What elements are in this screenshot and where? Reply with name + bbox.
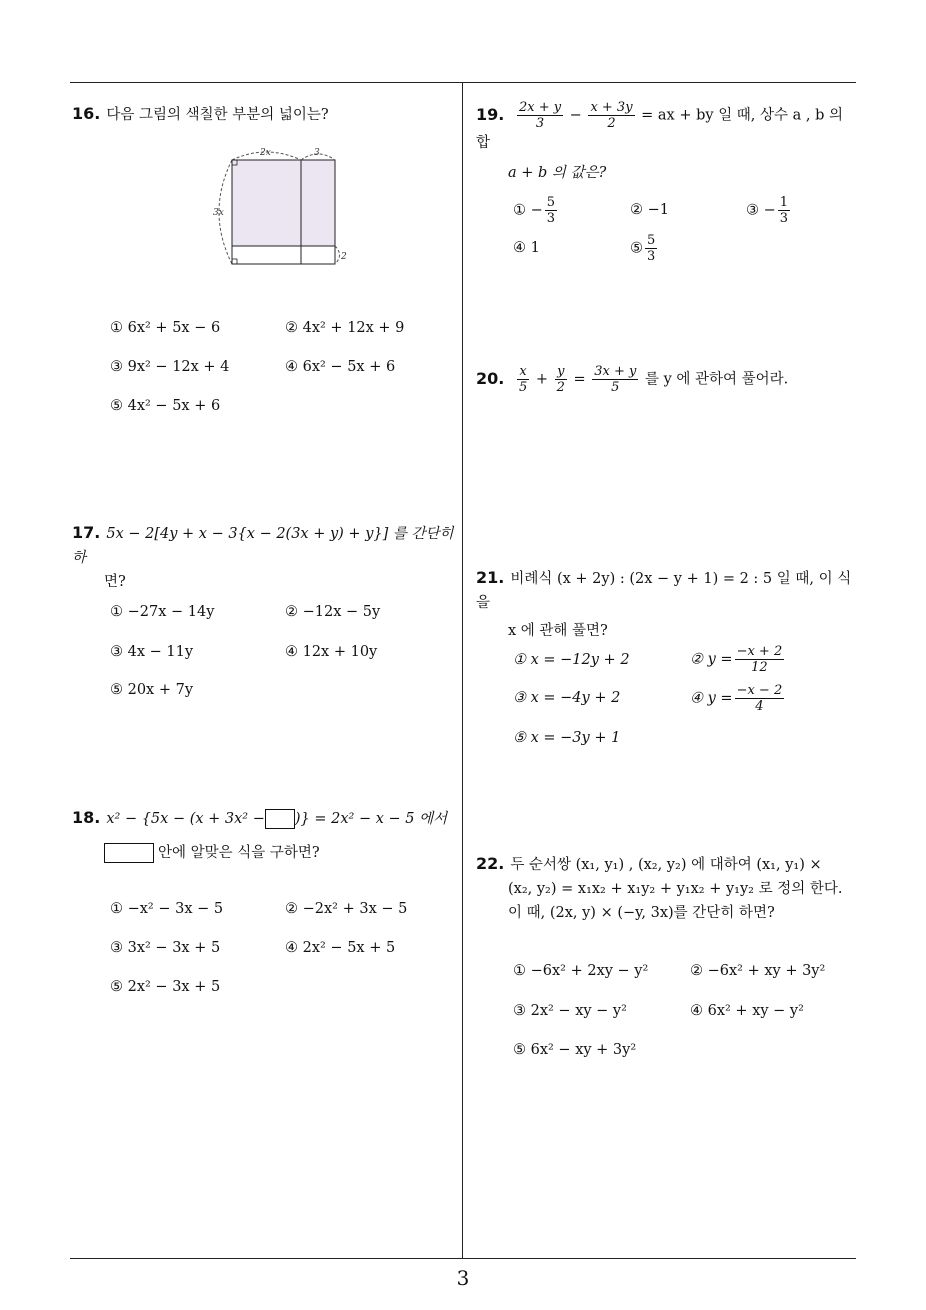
question-text: = ax + by 일 때, 상수 a , b 의 합 <box>476 107 844 151</box>
shaded-region <box>232 160 335 246</box>
option-2[interactable]: ② −2x² + 3x − 5 <box>285 901 408 917</box>
option-2[interactable]: ② −6x² + xy + 3y² <box>690 963 826 979</box>
fraction: $\frac{x + 3y}{2}$ <box>590 100 633 131</box>
option-4[interactable]: ④ 6x² − 5x + 6 <box>285 359 396 375</box>
option-4[interactable]: ④ y = $\frac{-x - 2}{4}$ <box>690 683 783 714</box>
expr-right: )} = 2x² − x − 5 에서 <box>294 811 448 827</box>
question-17 <box>72 521 457 594</box>
question-16 <box>72 102 329 127</box>
question-number: 22. <box>476 854 505 873</box>
minus-sign: − <box>569 107 582 124</box>
option-1[interactable]: ① x = −12y + 2 <box>513 652 630 668</box>
option-1[interactable]: ① −27x − 14y <box>110 604 215 620</box>
column-divider <box>462 82 463 1259</box>
question-number: 21. <box>476 568 505 587</box>
option-1[interactable]: ① −6x² + 2xy − y² <box>513 963 649 979</box>
top-rule <box>70 82 856 83</box>
option-3[interactable]: ③ 3x² − 3x + 5 <box>110 940 221 956</box>
label-2x: 2x <box>260 148 271 158</box>
question-number: 20. <box>476 368 505 388</box>
question-number: 17. <box>72 523 101 542</box>
option-5[interactable]: ⑤ 4x² − 5x + 6 <box>110 398 221 414</box>
option-5[interactable]: ⑤ x = −3y + 1 <box>513 730 621 746</box>
fraction: $\frac{5}{3}$ <box>647 233 656 264</box>
label-2: 2 <box>341 252 347 262</box>
question-text-line1: 비례식 (x + 2y) : (2x − y + 1) = 2 : 5 일 때, 이 식을 <box>476 571 852 611</box>
fraction: $\frac{3x + y}{5}$ <box>594 364 637 395</box>
option-5[interactable]: ⑤ $\frac{5}{3}$ <box>630 233 656 264</box>
rectangle-figure <box>210 140 360 270</box>
option-2[interactable]: ② −1 <box>630 202 669 218</box>
option-2[interactable]: ② −12x − 5y <box>285 604 381 620</box>
question-text: 를 y 에 관하여 풀어라. <box>644 371 789 388</box>
fraction: $\frac{5}{3}$ <box>546 195 556 226</box>
fraction: $\frac{1}{3}$ <box>779 195 789 226</box>
option-4[interactable]: ④ 2x² − 5x + 5 <box>285 940 396 956</box>
question-18 <box>72 806 457 865</box>
option-5[interactable]: ⑤ 2x² − 3x + 5 <box>110 979 221 995</box>
question-number: 18. <box>72 808 101 827</box>
question-19 <box>476 100 861 185</box>
fraction: $\frac{2x + y}{3}$ <box>518 100 562 131</box>
question-number: 16. <box>72 104 101 123</box>
label-3x: 3x <box>213 208 224 218</box>
blank-box <box>104 843 154 863</box>
brace-2 <box>335 246 340 264</box>
option-3[interactable]: ③ 4x − 11y <box>110 644 194 660</box>
question-text-line2: x 에 관해 풀면? <box>508 623 608 639</box>
option-1[interactable]: ① − $\frac{5}{3}$ <box>513 195 556 226</box>
option-5[interactable]: ⑤ 6x² − xy + 3y² <box>513 1042 637 1058</box>
question-20 <box>476 364 861 395</box>
question-21 <box>476 566 861 643</box>
fraction: $\frac{-x - 2}{4}$ <box>736 683 783 714</box>
option-3[interactable]: ③ − $\frac{1}{3}$ <box>746 195 789 226</box>
option-5[interactable]: ⑤ 20x + 7y <box>110 682 194 698</box>
question-text-line2: 면? <box>104 574 126 590</box>
option-2[interactable]: ② 4x² + 12x + 9 <box>285 320 405 336</box>
plus-sign: + <box>535 371 548 388</box>
unshaded-strip <box>232 246 335 264</box>
option-3[interactable]: ③ x = −4y + 2 <box>513 690 621 706</box>
question-text-line1: 두 순서쌍 (x₁, y₁) , (x₂, y₂) 에 대하여 (x₁, y₁) × <box>510 857 822 873</box>
question-text-line2: a + b 의 값은? <box>508 165 607 181</box>
question-text-line3: 이 때, (2x, y) × (−y, 3x)를 간단히 하면? <box>508 905 775 921</box>
option-1[interactable]: ① −x² − 3x − 5 <box>110 901 224 917</box>
expr-left: x² − {5x − (x + 3x² − <box>106 811 265 827</box>
question-text-line1: 5x − 2[4y + x − 3{x − 2(3x + y) + y}] 를 간단히 하 <box>72 526 454 566</box>
question-number: 19. <box>476 104 505 124</box>
option-2[interactable]: ② y = $\frac{-x + 2}{12}$ <box>690 644 783 675</box>
question-text-line2: 안에 알맞은 식을 구하면? <box>158 845 320 861</box>
question-text-line2: (x₂, y₂) = x₁x₂ + x₁y₂ + y₁x₂ + y₁y₂ 로 정의 한다. <box>508 881 843 897</box>
fraction: $\frac{-x + 2}{12}$ <box>736 644 783 675</box>
blank-box <box>265 809 295 829</box>
option-3[interactable]: ③ 2x² − xy − y² <box>513 1003 627 1019</box>
option-1[interactable]: ① 6x² + 5x − 6 <box>110 320 221 336</box>
equals-sign: = <box>573 371 586 388</box>
fraction: $\frac{x}{5}$ <box>518 364 528 395</box>
page-number: 3 <box>456 1266 470 1290</box>
label-3: 3 <box>314 148 320 158</box>
bottom-rule <box>70 1258 856 1259</box>
option-4[interactable]: ④ 6x² + xy − y² <box>690 1003 804 1019</box>
question-text: 다음 그림의 색칠한 부분의 넓이는? <box>106 107 329 123</box>
option-3[interactable]: ③ 9x² − 12x + 4 <box>110 359 230 375</box>
fraction: $\frac{y}{2}$ <box>556 364 565 395</box>
question-22 <box>476 852 866 925</box>
option-4[interactable]: ④ 12x + 10y <box>285 644 378 660</box>
option-4[interactable]: ④ 1 <box>513 240 540 256</box>
